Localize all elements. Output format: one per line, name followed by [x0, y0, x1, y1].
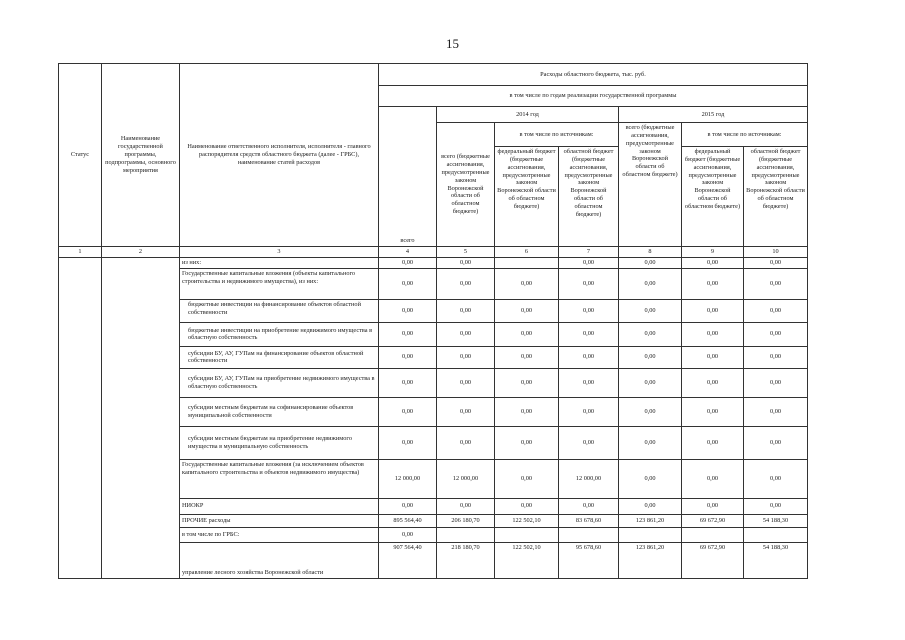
row-value: 0,00 — [682, 368, 744, 397]
row-value: 0,00 — [744, 257, 808, 268]
row-value: 0,00 — [437, 299, 495, 322]
row-value: 0,00 — [744, 299, 808, 322]
row-value: 0,00 — [437, 257, 495, 268]
row-value: 0,00 — [744, 346, 808, 368]
row-value: 12 000,00 — [379, 459, 437, 498]
column-number: 10 — [744, 247, 808, 258]
row-value: 0,00 — [379, 498, 437, 514]
row-value: 0,00 — [495, 397, 559, 426]
page-number: 15 — [446, 36, 459, 51]
row-value: 0,00 — [619, 257, 682, 268]
column-number: 3 — [180, 247, 379, 258]
column-number: 1 — [59, 247, 102, 258]
header-year-2015: 2015 год — [619, 107, 808, 123]
row-value: 0,00 — [495, 426, 559, 459]
row-value: 0,00 — [744, 268, 808, 299]
row-value: 0,00 — [682, 397, 744, 426]
row-value: 54 188,30 — [744, 514, 808, 527]
row-value: 0,00 — [437, 498, 495, 514]
row-value: 0,00 — [495, 299, 559, 322]
row-value: 0,00 — [559, 299, 619, 322]
column-number: 2 — [102, 247, 180, 258]
row-value: 0,00 — [379, 368, 437, 397]
column-number: 4 — [379, 247, 437, 258]
row-value: 0,00 — [559, 268, 619, 299]
row-name: в том числе по ГРБС: — [180, 527, 379, 542]
row-name: субсидии местным бюджетам на софинансирование объектов муниципальной собственности — [180, 397, 379, 426]
column-number: 8 — [619, 247, 682, 258]
row-value: 0,00 — [437, 346, 495, 368]
row-value: 54 188,30 — [744, 542, 808, 578]
row-value: 0,00 — [619, 268, 682, 299]
row-value: 0,00 — [619, 426, 682, 459]
row-value: 0,00 — [495, 368, 559, 397]
row-value: 0,00 — [559, 322, 619, 346]
header-by-sources-2015: в том числе по источникам: — [682, 123, 808, 147]
row-value: 122 502,10 — [495, 542, 559, 578]
row-value: 907 564,40 — [379, 542, 437, 578]
row-value: 0,00 — [379, 268, 437, 299]
row-value: 0,00 — [495, 498, 559, 514]
row-value — [744, 527, 808, 542]
status-cell — [59, 257, 102, 578]
column-number: 7 — [559, 247, 619, 258]
header-total-2014: всего (бюджетные ассигнования, предусмотренные законом Воронежской области об областном бюджете) — [619, 123, 682, 247]
row-value: 206 180,70 — [437, 514, 495, 527]
row-value: 0,00 — [495, 322, 559, 346]
row-value: 895 564,40 — [379, 514, 437, 527]
row-value — [495, 257, 559, 268]
row-value: 0,00 — [379, 397, 437, 426]
row-name: из них: — [180, 257, 379, 268]
row-name: управление лесного хозяйства Воронежской области — [180, 542, 379, 578]
header-status: Статус — [59, 64, 102, 247]
row-value: 0,00 — [619, 346, 682, 368]
row-value: 123 861,20 — [619, 542, 682, 578]
row-name: субсидии БУ, АУ, ГУПам на приобретение недвижимого имущества в областную собственность — [180, 368, 379, 397]
column-number: 5 — [437, 247, 495, 258]
header-budget-title: Расходы областного бюджета, тыс. руб. — [379, 64, 808, 86]
row-value: 0,00 — [437, 368, 495, 397]
row-value: 0,00 — [744, 498, 808, 514]
row-value: 0,00 — [682, 257, 744, 268]
row-value: 0,00 — [619, 368, 682, 397]
header-total: всего — [379, 107, 437, 247]
row-value — [682, 527, 744, 542]
row-value: 0,00 — [619, 299, 682, 322]
row-value: 0,00 — [379, 426, 437, 459]
row-value: 0,00 — [682, 459, 744, 498]
row-name: субсидии местным бюджетам на приобретение недвижимого имущества в муниципальную собственность — [180, 426, 379, 459]
row-value: 0,00 — [437, 397, 495, 426]
row-value: 0,00 — [379, 527, 437, 542]
row-value: 0,00 — [495, 459, 559, 498]
row-name: Государственные капитальные вложения (за исключением объектов капитального строительства и объектов недвижимого имущества) — [180, 459, 379, 498]
column-number: 6 — [495, 247, 559, 258]
row-value — [495, 527, 559, 542]
row-value: 0,00 — [744, 368, 808, 397]
row-value — [437, 527, 495, 542]
row-value: 0,00 — [495, 346, 559, 368]
row-name: бюджетные инвестиции на приобретение недвижимого имущества в областную собственность — [180, 322, 379, 346]
row-value: 0,00 — [559, 368, 619, 397]
row-value: 0,00 — [559, 257, 619, 268]
row-value: 69 672,90 — [682, 542, 744, 578]
row-value: 0,00 — [379, 346, 437, 368]
header-regional-budget: областной бюджет (бюджетные ассигнования, предусмотренные законом Воронежской области об областном бюджете) — [559, 147, 619, 247]
header-year-2014: 2014 год — [437, 107, 619, 123]
row-value: 122 502,10 — [495, 514, 559, 527]
header-federal-budget-2015: федеральный бюджет (бюджетные ассигнования, предусмотренные законом Воронежской области об областном бюджете) — [682, 147, 744, 247]
row-value: 12 000,00 — [559, 459, 619, 498]
row-value: 0,00 — [744, 322, 808, 346]
row-value: 0,00 — [682, 346, 744, 368]
row-value: 0,00 — [682, 322, 744, 346]
row-value: 0,00 — [559, 498, 619, 514]
table-row — [59, 257, 808, 268]
row-value: 0,00 — [744, 459, 808, 498]
row-value: 69 672,90 — [682, 514, 744, 527]
row-value: 0,00 — [379, 322, 437, 346]
row-value: 0,00 — [619, 322, 682, 346]
row-value: 0,00 — [379, 257, 437, 268]
row-name: субсидии БУ, АУ, ГУПам на финансирование объектов областной собственности — [180, 346, 379, 368]
row-value — [559, 527, 619, 542]
row-value: 0,00 — [682, 299, 744, 322]
row-value: 0,00 — [619, 498, 682, 514]
row-value: 0,00 — [682, 268, 744, 299]
header-by-years: в том числе по годам реализации государственной программы — [379, 86, 808, 107]
row-value: 0,00 — [744, 426, 808, 459]
row-value: 0,00 — [437, 426, 495, 459]
row-value: 0,00 — [437, 322, 495, 346]
row-name: Государственные капитальные вложения (объекты капитального строительства и недвижимого имущества), из них: — [180, 268, 379, 299]
header-total-budget: всего (бюджетные ассигнования, предусмотренные законом Воронежской области об областном бюджете) — [437, 123, 495, 247]
header-program-name: Наименование государственной программы, подпрограммы, основного мероприятия — [102, 64, 180, 247]
column-number: 9 — [682, 247, 744, 258]
header-regional-budget-2015: областной бюджет (бюджетные ассигнования, предусмотренные законом Воронежской области об областном бюджете) — [744, 147, 808, 247]
header-by-sources-2014: в том числе по источникам: — [495, 123, 619, 147]
row-value: 0,00 — [495, 268, 559, 299]
row-value: 95 678,60 — [559, 542, 619, 578]
row-name: бюджетные инвестиции на финансирование объектов областной собственности — [180, 299, 379, 322]
budget-table — [58, 63, 808, 579]
row-value: 0,00 — [559, 426, 619, 459]
row-value: 0,00 — [437, 268, 495, 299]
row-value: 0,00 — [559, 346, 619, 368]
header-executor: Наименование ответственного исполнителя, исполнителя - главного распорядителя средств областного бюджета (далее - ГРБС), наименование статей расходов — [180, 64, 379, 247]
row-value: 218 180,70 — [437, 542, 495, 578]
row-value: 0,00 — [619, 397, 682, 426]
row-value: 12 000,00 — [437, 459, 495, 498]
row-name: НИОКР — [180, 498, 379, 514]
row-value: 0,00 — [379, 299, 437, 322]
row-value: 0,00 — [682, 426, 744, 459]
row-value: 0,00 — [559, 397, 619, 426]
row-value: 83 678,60 — [559, 514, 619, 527]
header-federal-budget: федеральный бюджет (бюджетные ассигнования, предусмотренные законом Воронежской области об областном бюджете) — [495, 147, 559, 247]
row-value: 0,00 — [682, 498, 744, 514]
row-value — [619, 527, 682, 542]
program-cell — [102, 257, 180, 578]
row-value: 0,00 — [744, 397, 808, 426]
row-value: 0,00 — [619, 459, 682, 498]
row-name: ПРОЧИЕ расходы — [180, 514, 379, 527]
column-numbers-row — [59, 247, 808, 258]
row-value: 123 861,20 — [619, 514, 682, 527]
